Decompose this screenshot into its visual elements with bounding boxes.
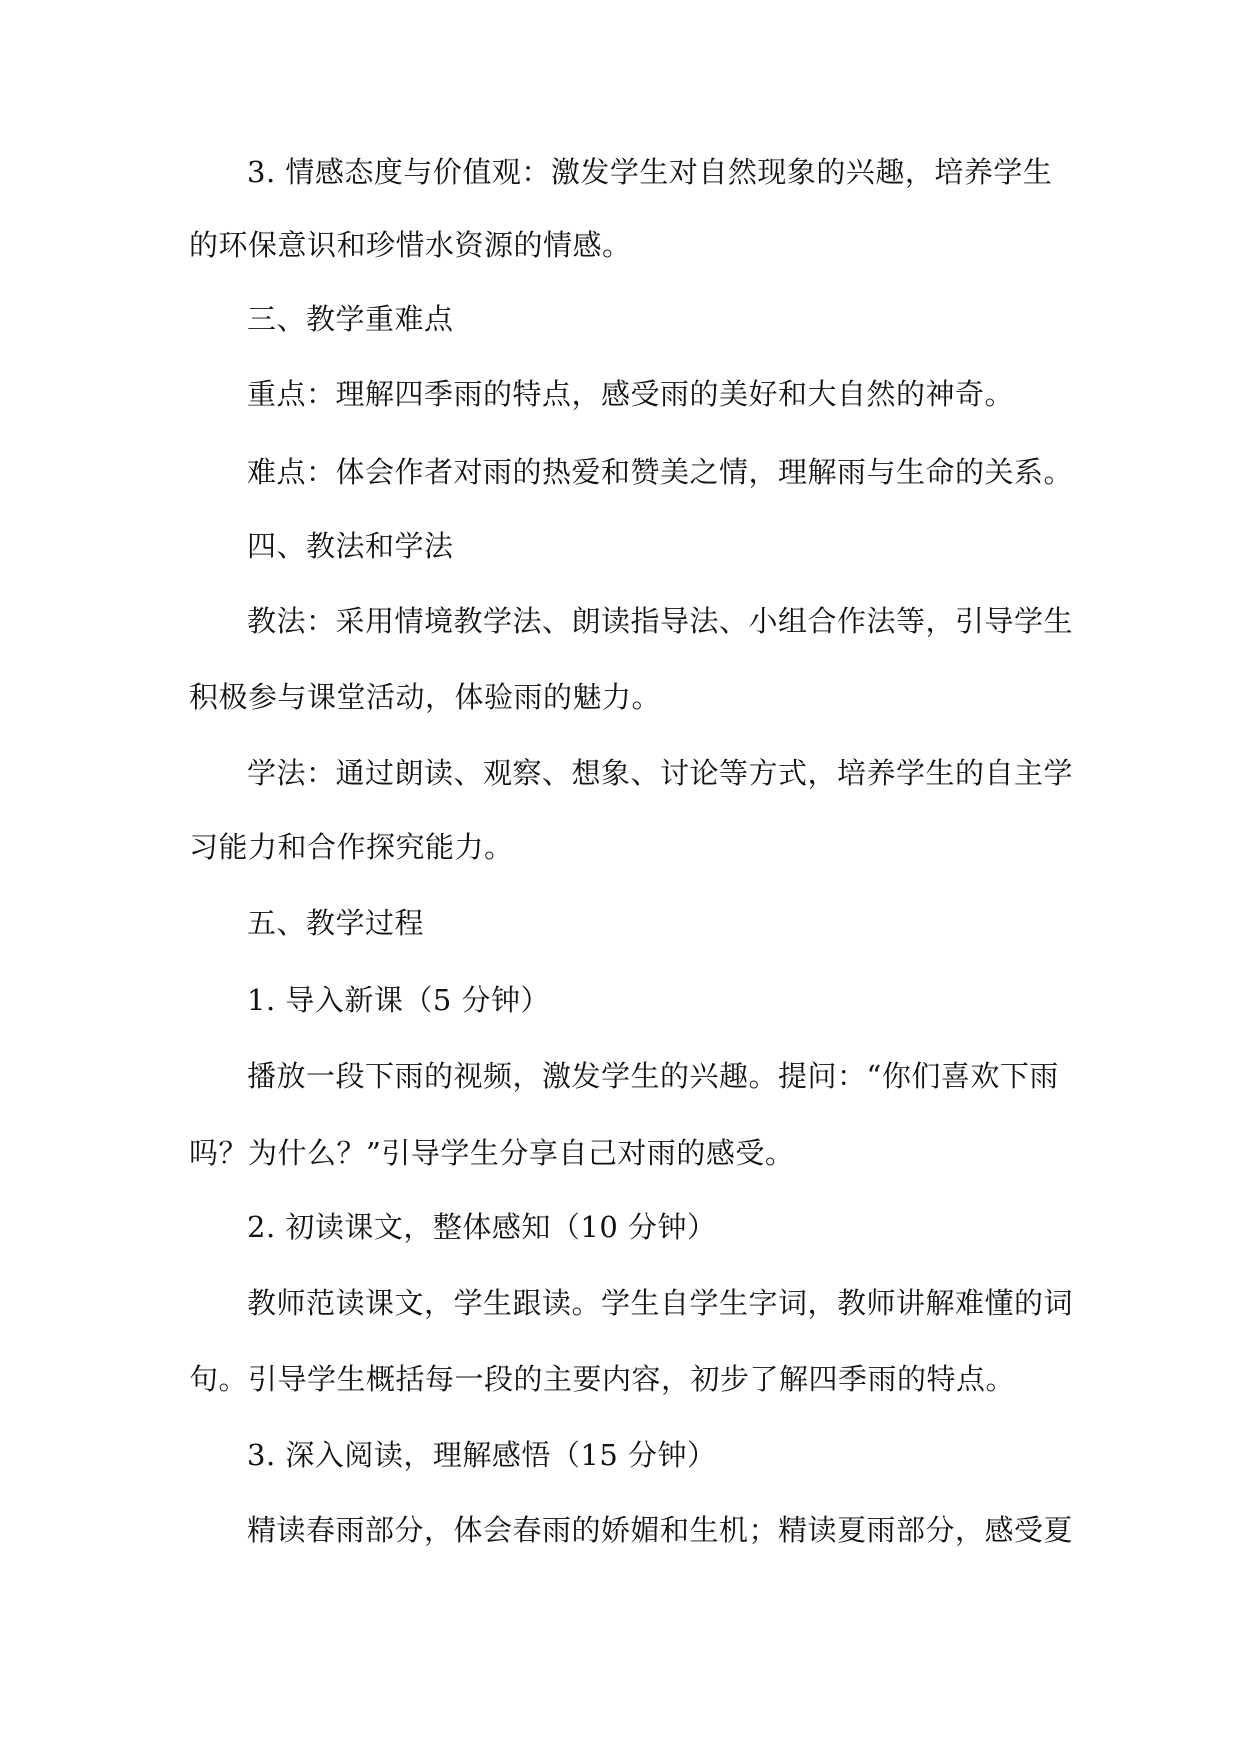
section-heading: 五、教学过程 bbox=[247, 906, 425, 940]
paragraph-line: 吗？为什么？”引导学生分享自己对雨的感受。 bbox=[189, 1136, 795, 1170]
subsection-heading: 1. 导入新课（5 分钟） bbox=[247, 983, 551, 1017]
subsection-heading: 3. 深入阅读，理解感悟（15 分钟） bbox=[247, 1438, 717, 1472]
paragraph-line: 教法：采用情境教学法、朗读指导法、小组合作法等，引导学生 bbox=[247, 604, 1074, 638]
subsection-heading: 2. 初读课文，整体感知（10 分钟） bbox=[247, 1210, 717, 1244]
paragraph-line: 积极参与课堂活动，体验雨的魅力。 bbox=[189, 680, 662, 714]
paragraph-line: 3. 情感态度与价值观：激发学生对自然现象的兴趣，培养学生 bbox=[247, 155, 1053, 189]
paragraph-line: 播放一段下雨的视频，激发学生的兴趣。提问：“你们喜欢下雨 bbox=[247, 1059, 1059, 1093]
paragraph-line: 句。引导学生概括每一段的主要内容，初步了解四季雨的特点。 bbox=[189, 1362, 1016, 1396]
paragraph-line: 学法：通过朗读、观察、想象、讨论等方式，培养学生的自主学 bbox=[247, 756, 1074, 790]
section-heading: 四、教法和学法 bbox=[247, 529, 454, 563]
paragraph-line: 难点：体会作者对雨的热爱和赞美之情，理解雨与生命的关系。 bbox=[247, 455, 1074, 489]
paragraph-line: 精读春雨部分，体会春雨的娇媚和生机；精读夏雨部分，感受夏 bbox=[247, 1513, 1074, 1547]
paragraph-line: 教师范读课文，学生跟读。学生自学生字词，教师讲解难懂的词 bbox=[247, 1286, 1074, 1320]
section-heading: 三、教学重难点 bbox=[247, 302, 454, 336]
paragraph-line: 习能力和合作探究能力。 bbox=[189, 830, 514, 864]
paragraph-line: 的环保意识和珍惜水资源的情感。 bbox=[189, 228, 632, 262]
paragraph-line: 重点：理解四季雨的特点，感受雨的美好和大自然的神奇。 bbox=[247, 377, 1015, 411]
